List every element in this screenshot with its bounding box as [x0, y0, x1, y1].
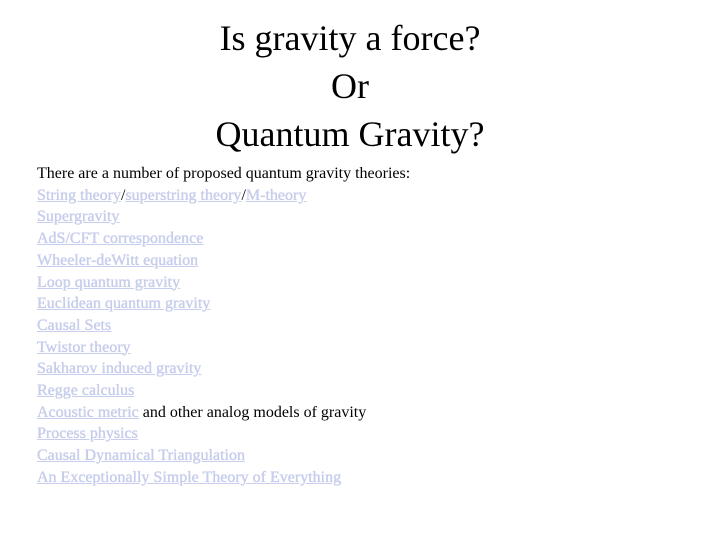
slide-title: [130, 14, 570, 158]
list-item: [37, 228, 697, 250]
link-wheeler-dewitt-equation[interactable]: Wheeler-deWitt equation: [37, 251, 199, 269]
list-item: [37, 293, 697, 315]
list-item: [37, 206, 697, 228]
link-euclidean-quantum-gravity[interactable]: Euclidean quantum gravity: [37, 295, 211, 313]
link-regge-calculus[interactable]: Regge calculus: [37, 382, 135, 400]
title-line-1: Is gravity a force?: [219, 18, 481, 58]
link-exceptionally-simple-theory[interactable]: An Exceptionally Simple Theory of Everything: [37, 468, 342, 486]
link-loop-quantum-gravity[interactable]: Loop quantum gravity: [37, 273, 181, 291]
list-item: [37, 315, 697, 337]
link-causal-sets[interactable]: Causal Sets: [37, 316, 112, 334]
separator-slash: /: [121, 186, 126, 204]
separator-slash: /: [241, 186, 246, 204]
list-item: [37, 402, 697, 424]
list-item: [37, 337, 697, 359]
link-string-theory[interactable]: String theory: [37, 186, 121, 204]
link-ads-cft-correspondence[interactable]: AdS/CFT correspondence: [37, 230, 204, 248]
link-process-physics[interactable]: Process physics: [37, 425, 138, 443]
list-item: [37, 445, 697, 467]
title-line-3: Quantum Gravity?: [215, 114, 485, 154]
acoustic-metric-suffix: and other analog models of gravity: [138, 403, 367, 421]
list-item: [37, 250, 697, 272]
list-item: [37, 467, 697, 489]
slide-body: [37, 163, 697, 489]
list-item: [37, 380, 697, 402]
link-causal-dynamical-triangulation[interactable]: Causal Dynamical Triangulation: [37, 447, 245, 465]
link-acoustic-metric[interactable]: Acoustic metric: [37, 403, 139, 421]
list-item-string-theories: [37, 185, 697, 207]
title-line-2: Or: [331, 66, 369, 106]
list-item: [37, 272, 697, 294]
link-sakharov-induced-gravity[interactable]: Sakharov induced gravity: [37, 360, 202, 378]
link-supergravity[interactable]: Supergravity: [37, 208, 120, 226]
link-twistor-theory[interactable]: Twistor theory: [37, 338, 131, 356]
intro-text: There are a number of proposed quantum gravity theories:: [37, 165, 411, 182]
list-item: [37, 358, 697, 380]
link-superstring-theory[interactable]: superstring theory: [125, 186, 242, 204]
list-item: [37, 423, 697, 445]
link-m-theory[interactable]: M-theory: [245, 186, 307, 204]
